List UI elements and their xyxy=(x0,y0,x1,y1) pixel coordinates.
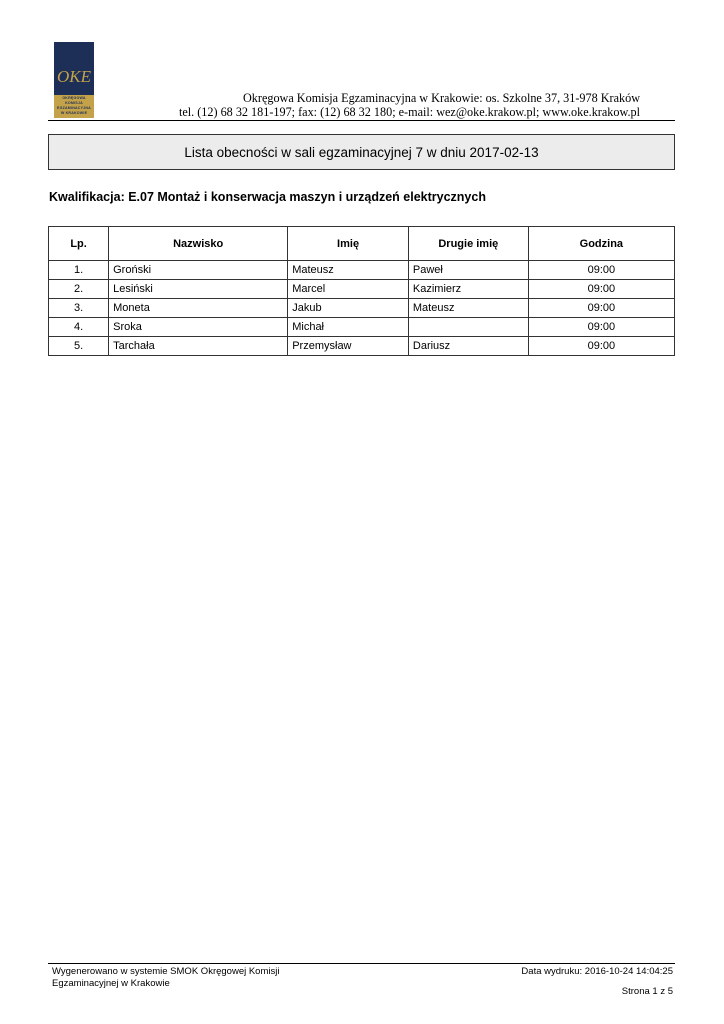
cell-surname: Groński xyxy=(109,261,288,280)
cell-second-name: Paweł xyxy=(408,261,528,280)
cell-surname: Tarchała xyxy=(109,337,288,356)
logo-initials: OKE xyxy=(57,67,91,86)
cell-second-name: Dariusz xyxy=(408,337,528,356)
table-row xyxy=(49,280,675,299)
logo-line: EGZAMINACYJNA xyxy=(57,106,91,110)
logo-line: OKRĘGOWA xyxy=(62,96,86,100)
cell-second-name: Mateusz xyxy=(408,299,528,318)
oke-logo-icon xyxy=(54,42,94,94)
attendance-table xyxy=(48,226,675,356)
institution-header xyxy=(100,91,640,119)
logo-line: KOMISJA xyxy=(65,101,83,105)
footer-page-number: Strona 1 z 5 xyxy=(621,986,673,997)
cell-second-name: Kazimierz xyxy=(408,280,528,299)
cell-second-name xyxy=(408,318,528,337)
logo-caption xyxy=(54,95,94,118)
footer-generated-line: Wygenerowano w systemie SMOK Okręgowej Komisji xyxy=(52,966,280,977)
table-row xyxy=(49,261,675,280)
column-header-time: Godzina xyxy=(528,227,674,261)
cell-surname: Lesiński xyxy=(109,280,288,299)
logo-line: W KRAKOWIE xyxy=(60,111,88,115)
table-row xyxy=(49,318,675,337)
institution-contact: tel. (12) 68 32 181-197; fax: (12) 68 32 180; e-mail: wez@oke.krakow.pl; www.oke.krakow.pl xyxy=(178,105,640,119)
column-header-first-name: Imię xyxy=(288,227,409,261)
cell-lp: 4. xyxy=(49,318,109,337)
institution-address: Okręgowa Komisja Egzaminacyjna w Krakowie: os. Szkolne 37, 31-978 Kraków xyxy=(242,91,640,105)
footer-generated-line: Egzaminacyjnej w Krakowie xyxy=(52,978,170,989)
cell-first-name: Mateusz xyxy=(288,261,409,280)
column-header-surname: Nazwisko xyxy=(109,227,288,261)
cell-surname: Moneta xyxy=(109,299,288,318)
header-divider xyxy=(48,120,675,121)
table-header-row xyxy=(49,227,675,261)
cell-surname: Sroka xyxy=(109,318,288,337)
cell-lp: 1. xyxy=(49,261,109,280)
footer-divider xyxy=(48,963,675,964)
document-title: Lista obecności w sali egzaminacyjnej 7 w dniu 2017-02-13 xyxy=(184,144,539,160)
column-header-second-name: Drugie imię xyxy=(408,227,528,261)
cell-first-name: Marcel xyxy=(288,280,409,299)
cell-time: 09:00 xyxy=(528,261,674,280)
cell-lp: 3. xyxy=(49,299,109,318)
qualification-heading: Kwalifikacja: E.07 Montaż i konserwacja maszyn i urządzeń elektrycznych xyxy=(49,190,486,204)
cell-time: 09:00 xyxy=(528,299,674,318)
cell-time: 09:00 xyxy=(528,318,674,337)
table-row xyxy=(49,337,675,356)
cell-lp: 5. xyxy=(49,337,109,356)
table-row xyxy=(49,299,675,318)
cell-lp: 2. xyxy=(49,280,109,299)
cell-time: 09:00 xyxy=(528,280,674,299)
cell-time: 09:00 xyxy=(528,337,674,356)
cell-first-name: Przemysław xyxy=(288,337,409,356)
footer-generated-note xyxy=(52,966,279,990)
document-title-box xyxy=(48,134,675,170)
column-header-lp: Lp. xyxy=(49,227,109,261)
cell-first-name: Jakub xyxy=(288,299,409,318)
footer-print-date: Data wydruku: 2016-10-24 14:04:25 xyxy=(521,966,673,977)
oke-logo xyxy=(54,42,94,118)
cell-first-name: Michał xyxy=(288,318,409,337)
